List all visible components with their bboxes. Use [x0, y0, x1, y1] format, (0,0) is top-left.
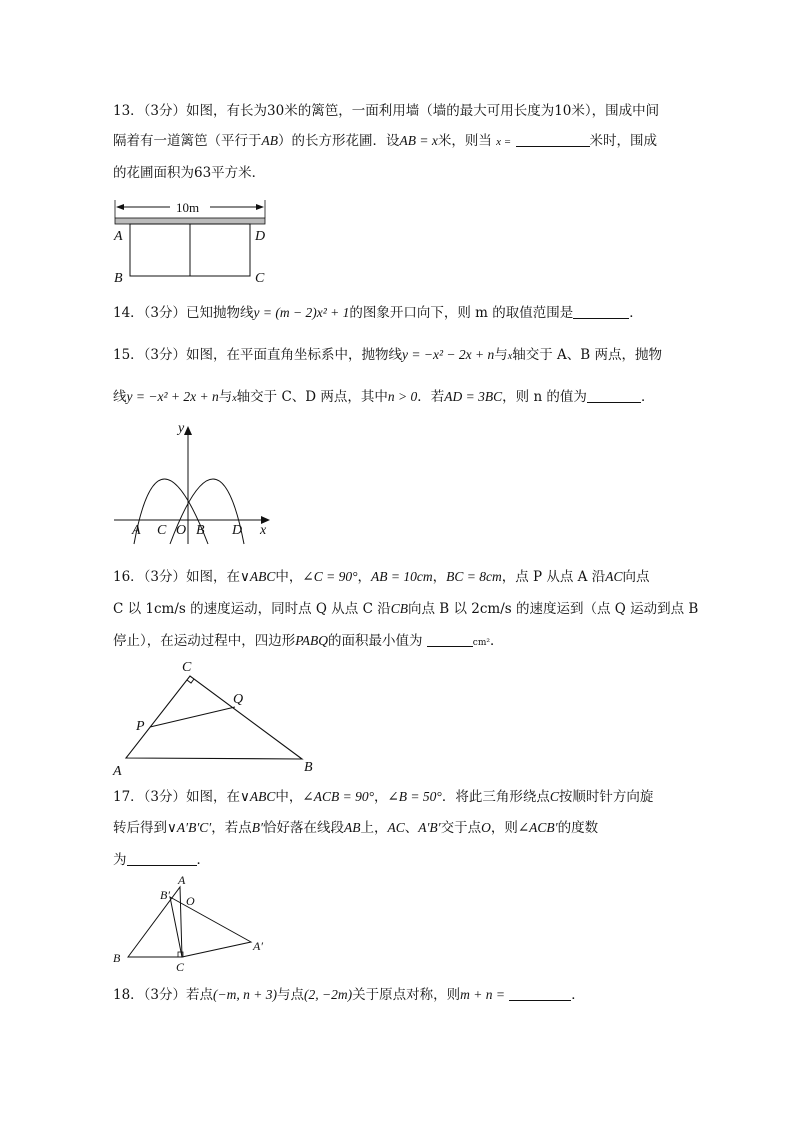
svg-text:Q: Q [233, 692, 244, 707]
svg-text:C: C [255, 271, 265, 286]
q17-figure [108, 872, 278, 976]
svg-text:A: A [178, 873, 186, 887]
q17-line-1: 17．（3分）如图，在∨ABC中，∠ACB = 90°，∠B = 50°．将此三角形绕点C按顺时针方向旋 [113, 789, 654, 805]
q15-line-1: 15．（3分）如图，在平面直角坐标系中，抛物线y = −x² − 2x + n与x轴交于 A、B 两点，抛物 [113, 347, 662, 363]
q13-wall-label: 10m [176, 200, 200, 215]
svg-text:B: B [113, 951, 121, 965]
q15-line-2: 线y = −x² + 2x + n与x轴交于 C、D 两点，其中n > 0．若AD = 3BC，则 n 的值为 ． [113, 389, 655, 405]
q14-line: 14．（3分）已知抛物线y = (m − 2)x² + 1的图象开口向下，则 m 的取值范围是 ． [113, 305, 643, 321]
q14-answer-blank[interactable] [573, 304, 629, 319]
q17-line-3: 为 ． [113, 852, 210, 868]
svg-text:A: A [113, 764, 122, 779]
q15-answer-blank[interactable] [587, 388, 641, 403]
q13-figure [110, 196, 280, 288]
q16-line-3: 停止），在运动过程中，四边形PABQ的面积最小值为 cm²． [113, 633, 504, 649]
svg-text:C: C [182, 660, 192, 675]
q18-line: 18．（3分）若点(−m, n + 3)与点(2, −2m)关于原点对称，则m + n = ． [113, 987, 585, 1003]
svg-text:B′: B′ [160, 888, 170, 902]
svg-text:C: C [157, 523, 167, 538]
svg-text:C: C [176, 960, 185, 974]
q16-line-2: C 以 1cm/s 的速度运动，同时点 Q 从点 C 沿CB向点 B 以 2cm/s 的速度运到（点 Q 运动到点 B [113, 601, 699, 617]
svg-text:B: B [304, 760, 313, 775]
svg-text:D: D [232, 523, 243, 538]
svg-text:O: O [186, 894, 195, 908]
svg-text:x: x [260, 523, 267, 538]
q17-line-2: 转后得到∨A′B′C′，若点B′恰好落在线段AB上，AC、A′B′交于点O，则∠ACB′的度数 [113, 820, 599, 836]
q13-line-1: 13．（3分）如图，有长为30米的篱笆，一面利用墙（墙的最大可用长度为10米），围成中间 [113, 103, 660, 119]
svg-text:A: A [114, 229, 123, 244]
svg-text:y: y [178, 421, 185, 436]
svg-text:B: B [196, 523, 205, 538]
q15-figure [112, 416, 282, 548]
svg-text:A′: A′ [253, 939, 263, 953]
q16-figure [108, 654, 323, 778]
svg-text:D: D [255, 229, 266, 244]
q13-line-2: 隔着有一道篱笆（平行于AB）的长方形花圃．设AB = x米，则当 x = 米时，围成 [113, 133, 658, 149]
q16-answer-blank[interactable] [427, 632, 473, 647]
svg-text:A: A [132, 523, 141, 538]
q13-line-3: 的花圃面积为63平方米． [113, 165, 266, 181]
q18-answer-blank[interactable] [509, 986, 571, 1001]
q13-answer-blank[interactable] [516, 132, 590, 147]
svg-text:B: B [114, 271, 123, 286]
svg-text:P: P [136, 719, 145, 734]
q16-line-1: 16．（3分）如图，在∨ABC中，∠C = 90°，AB = 10cm，BC = 8cm，点 P 从点 A 沿AC向点 [113, 569, 650, 585]
q17-answer-blank[interactable] [127, 851, 197, 866]
svg-text:O: O [176, 523, 187, 538]
